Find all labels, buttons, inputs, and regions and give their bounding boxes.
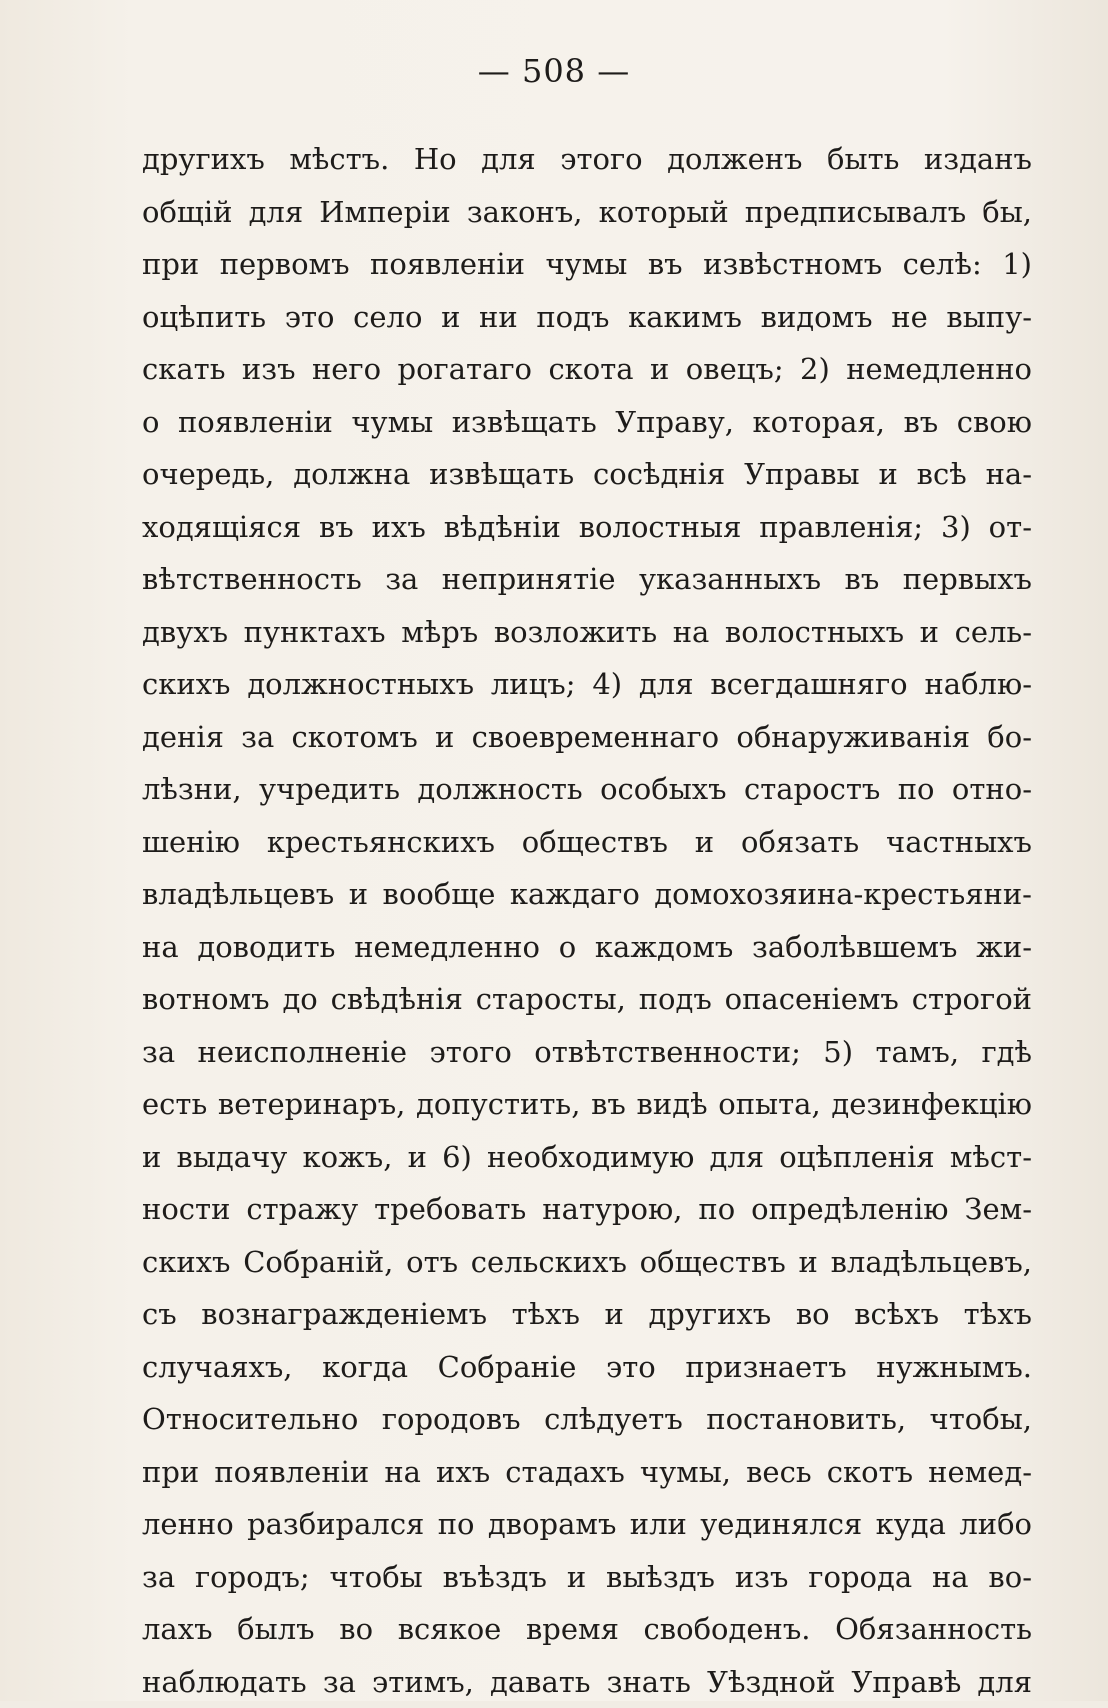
text-line: скать изъ него рогатаго скота и овецъ; 2) немедленно	[142, 343, 1032, 396]
text-line: другихъ мѣстъ. Но для этого долженъ быть изданъ	[142, 133, 1032, 186]
text-line: и выдачу кожъ, и 6) необходимую для оцѣпленія мѣст-	[142, 1131, 1032, 1184]
text-line: случаяхъ, когда Собраніе это признаетъ нужнымъ.	[142, 1341, 1032, 1394]
text-line: лахъ былъ во всякое время свободенъ. Обязанность	[142, 1603, 1032, 1656]
text-line: скихъ должностныхъ лицъ; 4) для всегдашняго наблю-	[142, 658, 1032, 711]
text-line: за неисполненіе этого отвѣтственности; 5) тамъ, гдѣ	[142, 1026, 1032, 1079]
text-line: при появленіи на ихъ стадахъ чумы, весь скотъ немед-	[142, 1446, 1032, 1499]
text-line: шенію крестьянскихъ обществъ и обязать частныхъ	[142, 816, 1032, 869]
text-line: лѣзни, учредить должность особыхъ старостъ по отно-	[142, 763, 1032, 816]
text-line: на доводить немедленно о каждомъ заболѣвшемъ жи-	[142, 921, 1032, 974]
text-line: ходящіяся въ ихъ вѣдѣніи волостныя правленія; 3) от-	[142, 501, 1032, 554]
page-number: — 508 —	[0, 52, 1108, 90]
text-line: о появленіи чумы извѣщать Управу, которая, въ свою	[142, 396, 1032, 449]
text-line: при первомъ появленіи чумы въ извѣстномъ селѣ: 1)	[142, 238, 1032, 291]
text-line: оцѣпить это село и ни подъ какимъ видомъ не выпу-	[142, 291, 1032, 344]
text-line: есть ветеринаръ, допустить, въ видѣ опыта, дезинфекцію	[142, 1078, 1032, 1131]
text-line: двухъ пунктахъ мѣръ возложить на волостныхъ и сель-	[142, 606, 1032, 659]
text-line: очередь, должна извѣщать сосѣднія Управы и всѣ на-	[142, 448, 1032, 501]
text-line: денія за скотомъ и своевременнаго обнаруживанія бо-	[142, 711, 1032, 764]
text-line: ленно разбирался по дворамъ или уединялся куда либо	[142, 1498, 1032, 1551]
text-line: скихъ Собраній, отъ сельскихъ обществъ и владѣльцевъ,	[142, 1236, 1032, 1289]
text-line: съ вознагражденіемъ тѣхъ и другихъ во всѣхъ тѣхъ	[142, 1288, 1032, 1341]
body-text	[142, 133, 1032, 1708]
text-line: общій для Имперіи законъ, который предписывалъ бы,	[142, 186, 1032, 239]
text-line: владѣльцевъ и вообще каждаго домохозяина-крестьяни-	[142, 868, 1032, 921]
text-line: вѣтственность за непринятіе указанныхъ въ первыхъ	[142, 553, 1032, 606]
text-line: вотномъ до свѣдѣнія старосты, подъ опасеніемъ строгой	[142, 973, 1032, 1026]
text-line: за городъ; чтобы въѣздъ и выѣздъ изъ города на во-	[142, 1551, 1032, 1604]
text-line: Относительно городовъ слѣдуетъ постановить, чтобы,	[142, 1393, 1032, 1446]
text-line: наблюдать за этимъ, давать знать Уѣздной Управѣ для	[142, 1656, 1032, 1708]
text-line: ности стражу требовать натурою, по опредѣленію Зем-	[142, 1183, 1032, 1236]
